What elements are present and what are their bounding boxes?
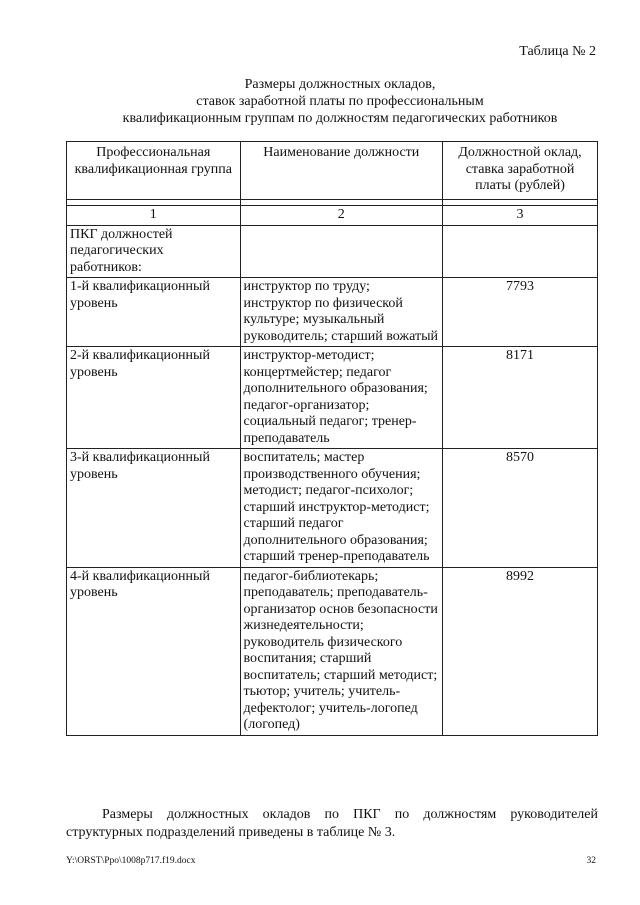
qualification-level: 4-й квалификационный уровень <box>67 567 241 735</box>
table-title-line-1: Размеры должностных окладов, <box>244 77 436 92</box>
qualification-level: 2-й квалификационный уровень <box>67 347 241 449</box>
empty-cell <box>240 225 442 278</box>
header-salary: Должностной оклад, ставка заработной платы (рублей) <box>443 142 598 200</box>
header-position-name: Наименование должности <box>240 142 442 200</box>
table-title-line-3: квалификационным группам по должностям педагогических работников <box>122 111 558 126</box>
column-number: 3 <box>443 205 598 225</box>
empty-cell <box>443 225 598 278</box>
position-list: инструктор по труду; инструктор по физической культуре; музыкальный руководитель; старший вожатый <box>240 278 442 347</box>
table-header-row <box>67 142 598 200</box>
column-number: 2 <box>240 205 442 225</box>
page-number: 32 <box>586 856 596 866</box>
group-title: ПКГ должностей педагогических работников: <box>67 225 241 278</box>
qualification-level: 3-й квалификационный уровень <box>67 449 241 568</box>
salary-value: 8992 <box>443 567 598 735</box>
footer-file-path: Y:\ORST\Ppo\1008p717.f19.docx <box>66 856 196 866</box>
body-paragraph <box>66 806 598 842</box>
table-title <box>60 76 620 127</box>
position-list: педагог-библиотекарь; преподаватель; преподаватель-организатор основ безопасности жизнедеятельности; руководитель физического воспитания; старший воспитатель; старший методист; тьютор; учитель; учитель-дефектолог; учитель-логопед (логопед) <box>240 567 442 735</box>
position-list: воспитатель; мастер производственного обучения; методист; педагог-психолог; старший инструктор-методист; старший педагог дополнительного образования; старший тренер-преподаватель <box>240 449 442 568</box>
header-qualification-group: Профессиональная квалификационная группа <box>67 142 241 200</box>
table-number-label: Таблица № 2 <box>519 44 596 59</box>
column-number: 1 <box>67 205 241 225</box>
column-number-row <box>67 205 598 225</box>
paragraph-text: Размеры должностных окладов по ПКГ по должностям руководителей структурных подразделений приведены в таблице № 3. <box>66 807 598 840</box>
table-title-line-2: ставок заработной платы по профессиональным <box>196 94 484 109</box>
salary-value: 7793 <box>443 278 598 347</box>
table-row <box>67 347 598 449</box>
table-row <box>67 278 598 347</box>
salary-value: 8171 <box>443 347 598 449</box>
salary-value: 8570 <box>443 449 598 568</box>
table-row <box>67 567 598 735</box>
salary-table <box>66 141 598 736</box>
group-row <box>67 225 598 278</box>
position-list: инструктор-методист; концертмейстер; педагог дополнительного образования; педагог-организатор; социальный педагог; тренер-преподаватель <box>240 347 442 449</box>
qualification-level: 1-й квалификационный уровень <box>67 278 241 347</box>
table-row <box>67 449 598 568</box>
